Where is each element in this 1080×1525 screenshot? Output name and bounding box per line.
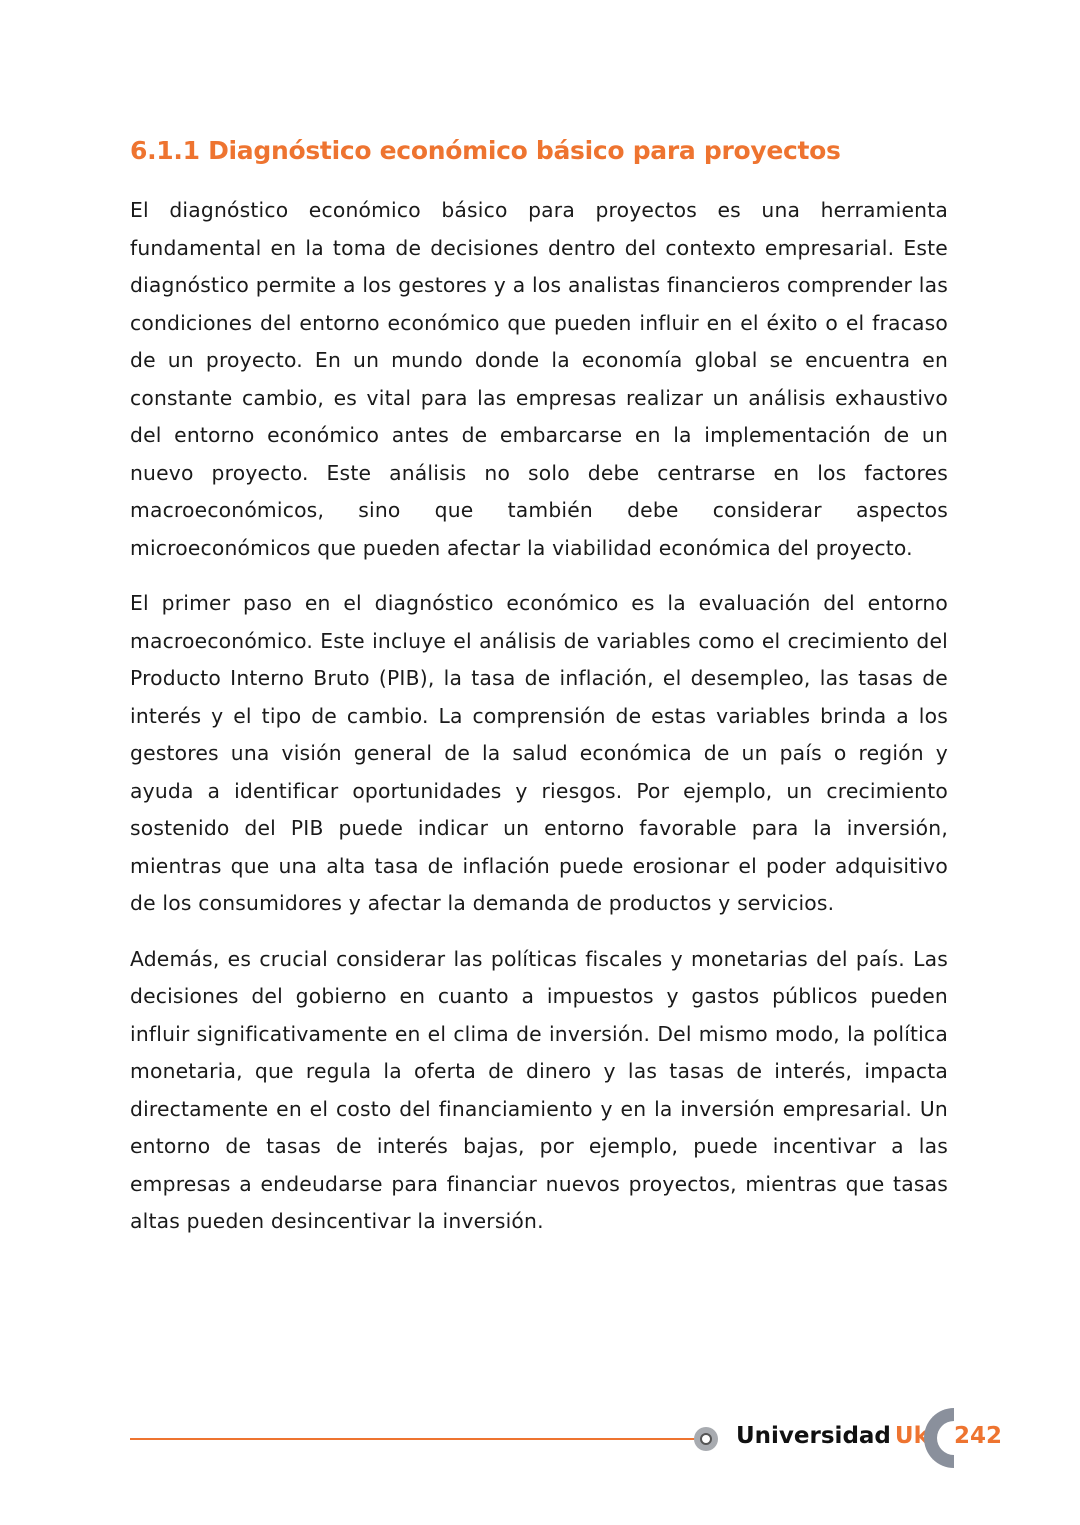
section-heading: 6.1.1 Diagnóstico económico básico para proyectos	[130, 136, 841, 165]
page-number: 242	[954, 1423, 1003, 1449]
ring-icon	[694, 1427, 718, 1451]
brand-accent: Uk	[894, 1423, 929, 1449]
paragraph: Además, es crucial considerar las políticas fiscales y monetarias del país. Las decisiones del gobierno en cuanto a impuestos y gastos públicos pueden influir significativamente en el clima de inversión. Del mismo modo, la política monetaria, que regula la oferta de dinero y las tasas de interés, impacta directamente en el costo del financiamiento y en la inversión empresarial. Un entorno de tasas de interés bajas, por ejemplo, puede incentivar a las empresas a endeudarse para financiar nuevos proyectos, mientras que tasas altas pueden desincentivar la inversión.	[130, 946, 948, 1233]
paragraph: El primer paso en el diagnóstico económico es la evaluación del entorno macroeconómico. Este incluye el análisis de variables como el crecimiento del Producto Interno Bruto (PIB), la tasa de inflación, el desempleo, las tasas de interés y el tipo de cambio. La comprensión de estas variables brinda a los gestores una visión general de la salud económica de un país o región y ayuda a identificar oportunidades y riesgos. Por ejemplo, un crecimiento sostenido del PIB puede indicar un entorno favorable para la inversión, mientras que una alta tasa de inflación puede erosionar el poder adquisitivo de los consumidores y afectar la demanda de productos y servicios.	[130, 591, 948, 915]
paragraph: El diagnóstico económico básico para proyectos es una herramienta fundamental en la toma de decisiones dentro del contexto empresarial. Este diagnóstico permite a los gestores y a los analistas financieros comprender las condiciones del entorno económico que pueden influir en el éxito o el fracaso de un proyecto. En un mundo donde la economía global se encuentra en constante cambio, es vital para las empresas realizar un análisis exhaustivo del entorno económico antes de embarcarse en la implementación de un nuevo proyecto. Este análisis no solo debe centrarse en los factores macroeconómicos, sino que también debe considerar aspectos microeconómicos que pueden afectar la viabilidad económica del proyecto.	[130, 198, 948, 560]
body-text	[130, 192, 948, 1259]
footer-divider	[130, 1438, 695, 1440]
brand-logo	[736, 1423, 929, 1449]
brand-main: Universidad	[736, 1423, 891, 1449]
